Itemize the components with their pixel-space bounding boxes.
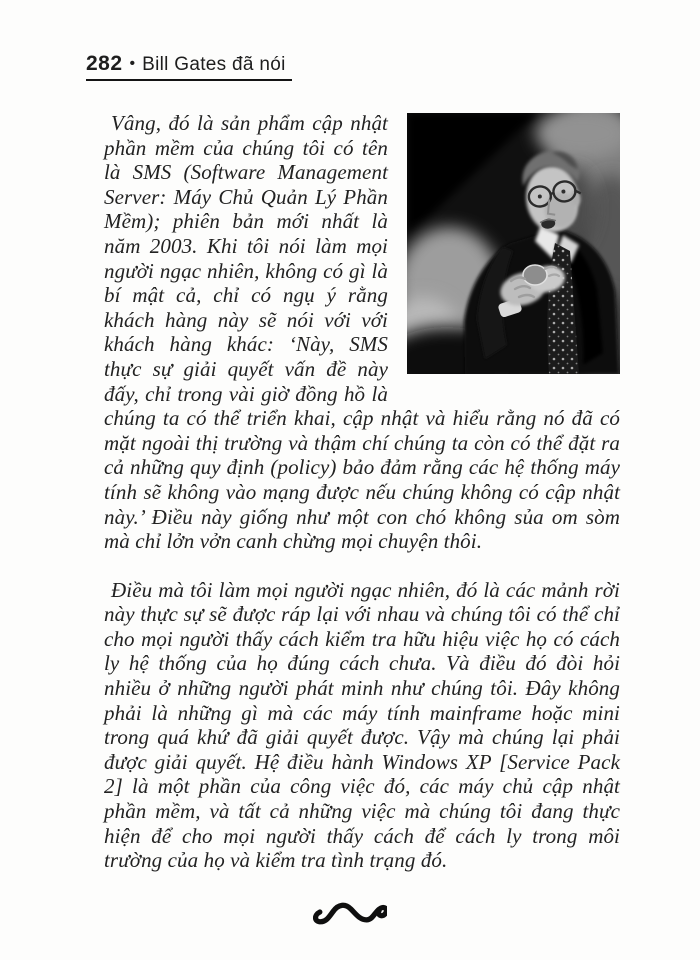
quote-paragraph-2: Điều mà tôi làm mọi người ngạc nhiên, đó là các mảnh rời này thực sự sẽ được ráp lại với nhau và chúng tôi có thể chỉ cho mọi người thấy cách kiểm tra hữu hiệu việc họ có cách ly hệ thống của họ đúng cách chưa. Và điều đó đòi hỏi nhiều ở những người phát minh như chúng tôi. Đây không phải là những gì mà các máy tính mainframe hoặc mini trong quá khứ đã giải quyết được. Vậy mà chúng lại phải được giải quyết. Hệ điều hành Windows XP [Service Pack 2] là một phần của công việc đó, các máy chủ cập nhật phần mềm, và tất cả những việc mà chúng tôi đang thực hiện để cho mọi người thấy cách để cách ly trong môi trường của họ và kiểm tra tình trạng đó. — [104, 577, 620, 873]
running-head — [86, 52, 292, 81]
book-title: Bill Gates đã nói — [142, 54, 286, 75]
bill-gates-photo-illustration — [407, 113, 620, 374]
page-number: 282 — [86, 52, 123, 75]
bill-gates-photo — [407, 113, 620, 374]
header-bullet: • — [129, 55, 136, 72]
page-body — [104, 111, 620, 873]
quote-paragraph-1: Vâng, đó là sản phẩm cập nhật phần mềm của chúng tôi có tên là SMS (Software Management Server: Máy Chủ Quản Lý Phần Mềm); phiên bản mới nhất là năm 2003. Khi tôi nói làm mọi người ngạc nhiên, không có gì là bí mật cả, chỉ có ngụ ý rằng khách hàng này sẽ nói với với khách hàng khác: ‘Này, SMS thực sự giải quyết vấn đề này đấy, chỉ trong vài giờ đồng hồ là chúng ta có thể triển khai, cập nhật và hiểu rằng nó đã có mặt ngoài thị trường và thậm chí chúng ta còn có thể đặt ra cả những quy định (policy) bảo đảm rằng các hệ thống máy tính sẽ không vào mạng được nếu chúng không có cập nhật này.’ Điều này giống như một con chó không sủa om sòm mà chỉ lởn vởn canh chừng mọi chuyện thôi. — [104, 111, 620, 554]
swash-divider-glyph — [313, 899, 387, 929]
flourish-icon — [0, 899, 700, 929]
glass-object — [523, 265, 547, 285]
